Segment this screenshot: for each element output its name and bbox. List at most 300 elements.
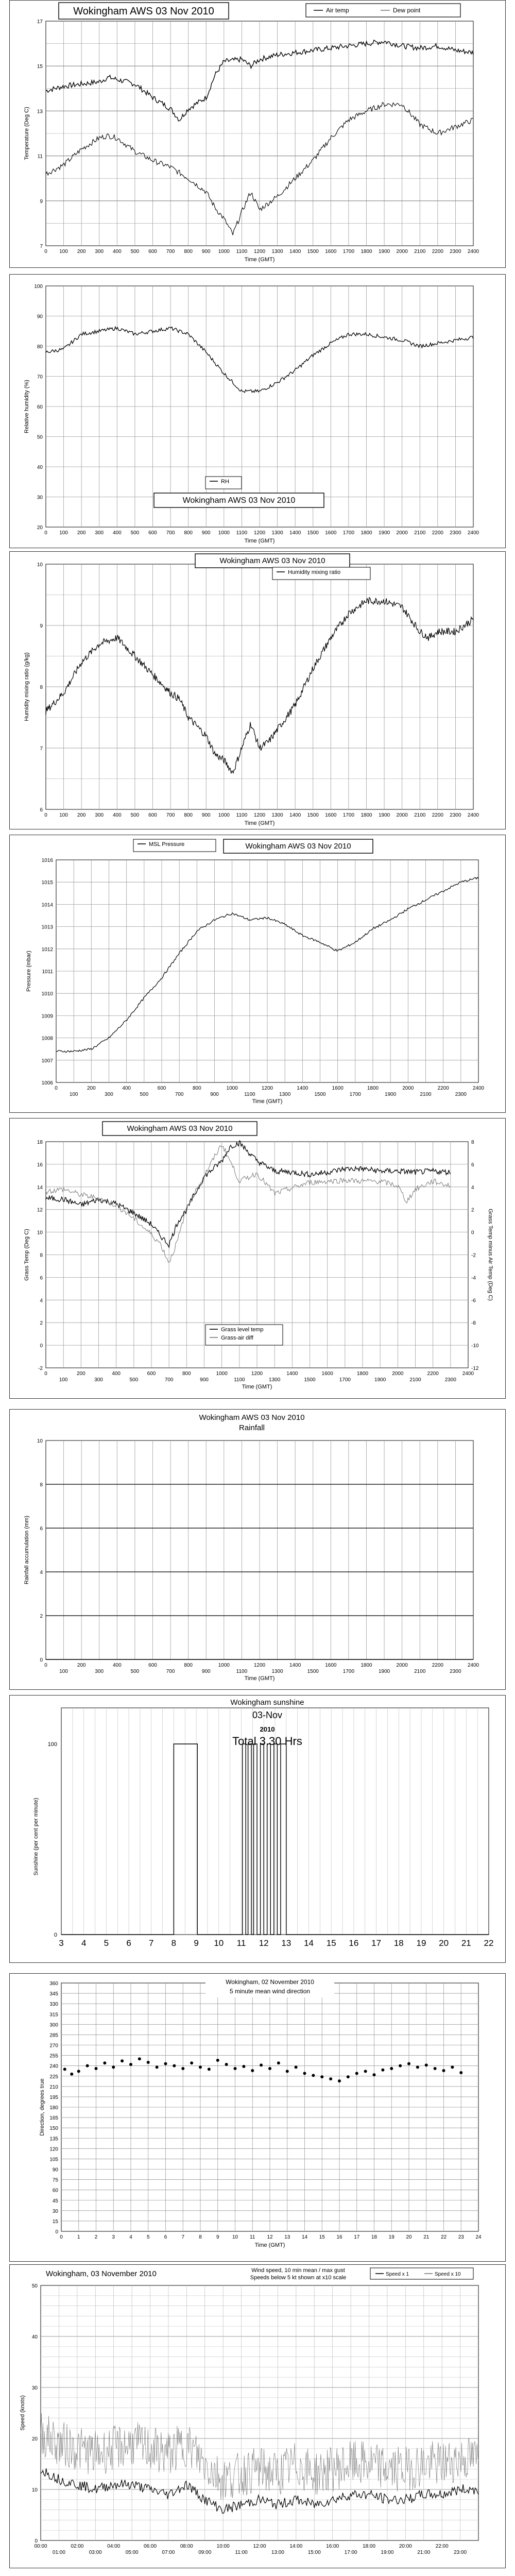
x-tick-label: 2300 — [455, 1092, 467, 1097]
sunshine-chart — [10, 1696, 506, 1963]
y-tick-label: 80 — [37, 344, 43, 350]
x-tick-label: 200 — [76, 1371, 85, 1377]
x-tick-label: 1200 — [261, 1086, 273, 1091]
y-tick-label: 11 — [37, 154, 43, 160]
x-tick-label: 1600 — [321, 1371, 333, 1377]
x-tick-label: 2200 — [432, 812, 443, 818]
x-tick-label: 1600 — [325, 1663, 337, 1668]
y2-tick-label: -4 — [471, 1275, 476, 1281]
wind-direction-point — [434, 2067, 437, 2070]
x-tick-label: 2300 — [450, 530, 461, 536]
wind-direction-point — [303, 2072, 306, 2075]
x-tick-label: 1900 — [378, 249, 390, 255]
x-tick-label: 200 — [77, 1663, 86, 1668]
x-tick-label: 2300 — [450, 1669, 461, 1674]
x-tick-label: 12:00 — [253, 2544, 266, 2549]
wind-direction-point — [208, 2067, 211, 2071]
x-tick-label: 700 — [166, 1669, 175, 1674]
x-tick-label: 200 — [77, 530, 86, 536]
wind-direction-point — [347, 2075, 350, 2078]
y-tick-label: 9 — [40, 623, 43, 629]
y-tick-label: 15 — [37, 64, 43, 70]
x-tick-label: 1500 — [304, 1377, 316, 1383]
x-tick-label: 2400 — [467, 249, 479, 255]
y-tick-label: 0 — [40, 1343, 43, 1349]
y-tick-label: 16 — [37, 1162, 43, 1168]
wind-direction-point — [355, 2072, 358, 2075]
x-tick-label: 500 — [130, 530, 140, 536]
x-tick-label: 19 — [416, 1938, 426, 1948]
y-tick-label: 18 — [37, 1140, 43, 1145]
x-tick-label: 1400 — [289, 530, 301, 536]
x-tick-label: 1700 — [349, 1092, 361, 1097]
x-tick-label: 2000 — [396, 530, 408, 536]
humidity-chart — [10, 275, 506, 549]
chart-title: Wokingham AWS 03 Nov 2010 — [127, 1124, 233, 1133]
y-tick-label: 30 — [31, 2385, 38, 2391]
x-tick-label: 17 — [371, 1938, 382, 1948]
x-tick-label: 08:00 — [180, 2544, 193, 2549]
x-tick-label: 9 — [194, 1938, 199, 1948]
x-tick-label: 5 — [104, 1938, 109, 1948]
x-tick-label: 17:00 — [344, 2550, 357, 2555]
x-tick-label: 15 — [319, 2234, 325, 2240]
wind-speed-chart-panel — [9, 2264, 506, 2568]
y-tick-label: 1013 — [41, 924, 53, 930]
x-tick-label: 2000 — [392, 1371, 404, 1377]
wind-direction-point — [459, 2071, 462, 2074]
y2-axis-label: Grass Temp minus Air Temp (Deg C) — [487, 1209, 493, 1301]
x-tick-label: 1500 — [307, 530, 319, 536]
wind-direction-chart — [10, 1974, 506, 2262]
x-tick-label: 100 — [59, 530, 68, 536]
wind-direction-point — [268, 2067, 271, 2070]
x-tick-label: 1500 — [307, 1669, 319, 1674]
chart-title: Wokingham AWS 03 Nov 2010 — [219, 556, 325, 565]
wind-direction-point — [381, 2069, 384, 2072]
x-tick-label: 1100 — [236, 249, 248, 255]
x-tick-label: 1 — [77, 2234, 80, 2240]
y-tick-label: 10 — [37, 562, 43, 568]
x-tick-label: 300 — [95, 1669, 104, 1674]
y-tick-label: 0 — [54, 1932, 57, 1938]
x-tick-label: 12 — [259, 1938, 269, 1948]
x-tick-label: 1000 — [218, 530, 230, 536]
x-tick-label: 13:00 — [271, 2550, 284, 2555]
x-tick-label: 13 — [284, 2234, 290, 2240]
x-tick-label: 900 — [201, 249, 211, 255]
y-tick-label: 10 — [37, 1438, 43, 1444]
y-tick-label: 100 — [47, 1741, 57, 1748]
wind-direction-point — [121, 2059, 124, 2062]
x-tick-label: 8 — [199, 2234, 202, 2240]
chart-subtitle: 03-Nov — [252, 1710, 283, 1720]
y-tick-label: 285 — [49, 2032, 58, 2039]
x-axis-label: Time (GMT) — [244, 538, 275, 544]
y-tick-label: 270 — [49, 2043, 58, 2049]
y-tick-label: 14 — [37, 1184, 43, 1191]
x-tick-label: 2100 — [409, 1377, 421, 1383]
x-tick-label: 13 — [281, 1938, 291, 1948]
x-tick-label: 1400 — [286, 1371, 298, 1377]
x-tick-label: 20:00 — [399, 2544, 412, 2549]
x-tick-label: 6 — [164, 2234, 167, 2240]
y-tick-label: 30 — [37, 495, 43, 501]
y-tick-label: 300 — [49, 2022, 58, 2028]
wind-direction-point — [329, 2077, 332, 2080]
y-tick-label: 1007 — [41, 1058, 53, 1064]
y-tick-label: 60 — [52, 2188, 58, 2194]
y-tick-label: 45 — [52, 2198, 58, 2204]
x-tick-label: 16:00 — [326, 2544, 339, 2549]
y-tick-label: 15 — [52, 2218, 58, 2225]
x-tick-label: 100 — [59, 812, 68, 818]
x-tick-label: 800 — [184, 530, 193, 536]
x-tick-label: 1100 — [244, 1092, 255, 1097]
y-tick-label: 13 — [37, 109, 43, 115]
wind-direction-point — [312, 2074, 315, 2077]
y-tick-label: 9 — [40, 198, 43, 205]
x-tick-label: 05:00 — [125, 2550, 139, 2555]
y-tick-label: 20 — [37, 525, 43, 531]
y-tick-label: 17 — [37, 19, 43, 25]
x-tick-label: 1200 — [253, 249, 266, 255]
x-tick-label: 23 — [458, 2234, 464, 2240]
wind-direction-point — [147, 2061, 150, 2064]
x-tick-label: 1700 — [342, 1669, 355, 1674]
x-tick-label: 17 — [354, 2234, 360, 2240]
wind-direction-point — [234, 2067, 237, 2070]
x-tick-label: 700 — [166, 530, 175, 536]
y-tick-label: 70 — [37, 374, 43, 380]
y-tick-label: 1012 — [41, 946, 53, 953]
x-tick-label: 1300 — [271, 812, 283, 818]
y-tick-label: 50 — [37, 434, 43, 440]
grass-temp-chart-panel — [9, 1118, 506, 1399]
x-tick-label: 2000 — [396, 1663, 408, 1668]
x-tick-label: 23:00 — [454, 2550, 467, 2555]
x-tick-label: 2100 — [420, 1092, 432, 1097]
x-tick-label: 1700 — [342, 249, 355, 255]
x-tick-label: 300 — [95, 249, 104, 255]
x-tick-label: 01:00 — [52, 2550, 65, 2555]
x-tick-label: 0 — [44, 1371, 47, 1377]
x-tick-label: 21 — [423, 2234, 430, 2240]
x-tick-label: 00:00 — [34, 2544, 47, 2549]
x-tick-label: 18:00 — [362, 2544, 376, 2549]
wind-direction-point — [70, 2073, 73, 2076]
y-tick-label: 1015 — [41, 880, 53, 886]
x-tick-label: 1400 — [297, 1086, 308, 1091]
chart-subtitle: Rainfall — [238, 1423, 265, 1432]
x-tick-label: 9 — [216, 2234, 219, 2240]
wind-direction-point — [216, 2059, 219, 2062]
wind-direction-point — [225, 2063, 228, 2066]
x-tick-label: 3 — [112, 2234, 115, 2240]
x-tick-label: 03:00 — [89, 2550, 102, 2555]
x-tick-label: 10 — [232, 2234, 238, 2240]
y-tick-label: 8 — [40, 685, 43, 690]
x-tick-label: 1300 — [271, 530, 283, 536]
y-tick-label: 30 — [52, 2208, 58, 2214]
y-tick-label: 165 — [49, 2115, 58, 2122]
wind-direction-point — [277, 2061, 280, 2064]
y-tick-label: 345 — [49, 1991, 58, 1997]
x-tick-label: 1500 — [314, 1092, 326, 1097]
x-tick-label: 14:00 — [289, 2544, 303, 2549]
chart-title: Wokingham AWS 03 Nov 2010 — [199, 1413, 305, 1422]
wind-direction-point — [86, 2064, 89, 2067]
y-tick-label: 40 — [37, 465, 43, 470]
x-tick-label: 09:00 — [198, 2550, 212, 2555]
y-tick-label: 6 — [40, 1275, 43, 1281]
wind-direction-point — [129, 2063, 132, 2066]
wind-direction-point — [199, 2065, 202, 2069]
x-tick-label: 2400 — [467, 1663, 479, 1668]
wind-direction-point — [190, 2061, 193, 2064]
y2-tick-label: 2 — [471, 1207, 474, 1213]
mixing-ratio-chart-panel — [9, 551, 506, 829]
x-tick-label: 0 — [44, 812, 47, 818]
x-tick-label: 22 — [440, 2234, 447, 2240]
y-tick-label: 1016 — [41, 858, 53, 863]
y-tick-label: 100 — [34, 284, 43, 290]
y-tick-label: 90 — [37, 314, 43, 320]
chart-title: Wokingham sunshine — [230, 1698, 304, 1707]
x-tick-label: 19 — [388, 2234, 394, 2240]
x-tick-label: 06:00 — [143, 2544, 157, 2549]
y-tick-label: 40 — [31, 2334, 38, 2340]
x-tick-label: 1300 — [271, 249, 283, 255]
y-tick-label: 225 — [49, 2074, 58, 2080]
x-tick-label: 2300 — [444, 1377, 456, 1383]
y2-tick-label: 8 — [471, 1140, 474, 1145]
wind-direction-point — [260, 2063, 263, 2066]
chart-note: Speeds below 5 kt shown at x10 scale — [250, 2275, 347, 2281]
legend-label: Dew point — [393, 7, 421, 14]
wind-direction-point — [295, 2065, 298, 2069]
x-tick-label: 400 — [112, 249, 122, 255]
wind-direction-point — [416, 2065, 419, 2069]
y-tick-label: 10 — [31, 2487, 38, 2493]
pressure-chart-panel — [9, 835, 506, 1113]
x-tick-label: 20 — [439, 1938, 449, 1948]
y-tick-label: 360 — [49, 1981, 58, 1987]
x-tick-label: 400 — [112, 812, 122, 818]
rainfall-chart — [10, 1410, 506, 1690]
x-tick-label: 0 — [44, 530, 47, 536]
y2-tick-label: -10 — [471, 1343, 479, 1349]
x-tick-label: 16 — [349, 1938, 359, 1948]
x-tick-label: 1000 — [216, 1371, 228, 1377]
x-tick-label: 1600 — [325, 249, 337, 255]
x-tick-label: 11:00 — [235, 2550, 248, 2555]
x-tick-label: 07:00 — [162, 2550, 175, 2555]
y-axis-label: Rainfall accumulation (mm) — [24, 1515, 30, 1585]
wind-direction-point — [320, 2075, 323, 2078]
x-tick-label: 2200 — [437, 1086, 449, 1091]
temperature-chart — [10, 1, 506, 268]
legend-label: MSL Pressure — [149, 841, 185, 848]
x-tick-label: 11 — [250, 2234, 255, 2240]
y-tick-label: 75 — [52, 2177, 58, 2183]
x-tick-label: 2000 — [396, 812, 408, 818]
x-tick-label: 100 — [59, 249, 68, 255]
x-tick-label: 900 — [201, 812, 211, 818]
y-tick-label: 90 — [52, 2167, 58, 2173]
x-tick-label: 500 — [130, 249, 140, 255]
x-tick-label: 2200 — [432, 530, 443, 536]
x-tick-label: 100 — [59, 1377, 68, 1383]
wind-direction-point — [373, 2073, 376, 2076]
y2-tick-label: 6 — [471, 1162, 474, 1168]
x-tick-label: 24 — [475, 2234, 482, 2240]
x-tick-label: 10 — [214, 1938, 224, 1948]
x-tick-label: 600 — [148, 249, 157, 255]
x-tick-label: 1400 — [289, 812, 301, 818]
wind-direction-point — [181, 2067, 184, 2070]
y-tick-label: 255 — [49, 2053, 58, 2059]
x-tick-label: 700 — [166, 249, 175, 255]
y-tick-label: 1014 — [41, 902, 53, 908]
y-tick-label: 20 — [31, 2436, 38, 2442]
y-axis-label: Direction, degrees true — [39, 2078, 45, 2136]
legend-label: Humidity mixing ratio — [288, 569, 341, 575]
x-tick-label: 400 — [112, 1663, 122, 1668]
x-tick-label: 4 — [81, 1938, 87, 1948]
x-tick-label: 2100 — [414, 530, 426, 536]
x-tick-label: 1200 — [253, 1663, 266, 1668]
y-tick-label: 7 — [40, 746, 43, 752]
x-tick-label: 18 — [393, 1938, 404, 1948]
x-tick-label: 10:00 — [216, 2544, 230, 2549]
x-tick-label: 1000 — [218, 1663, 230, 1668]
x-tick-label: 600 — [148, 812, 157, 818]
wind-direction-point — [173, 2064, 176, 2067]
x-tick-label: 02:00 — [71, 2544, 84, 2549]
y-axis-label: Temperature (Deg C) — [24, 107, 30, 160]
x-tick-label: 900 — [210, 1092, 219, 1097]
x-tick-label: 1200 — [253, 530, 266, 536]
y-tick-label: 0 — [40, 1657, 43, 1663]
x-tick-label: 200 — [87, 1086, 96, 1091]
x-tick-label: 18 — [371, 2234, 377, 2240]
x-tick-label: 0 — [55, 1086, 58, 1091]
x-tick-label: 8 — [171, 1938, 177, 1948]
wind-direction-point — [95, 2067, 98, 2070]
x-tick-label: 1800 — [360, 249, 372, 255]
x-tick-label: 300 — [94, 1377, 103, 1383]
x-tick-label: 1600 — [325, 530, 337, 536]
wind-direction-point — [390, 2067, 393, 2070]
x-tick-label: 15 — [326, 1938, 336, 1948]
legend-label: Air temp — [326, 7, 349, 14]
legend-label: RH — [221, 479, 229, 485]
x-tick-label: 21 — [461, 1938, 471, 1948]
x-tick-label: 200 — [77, 812, 86, 818]
wind-direction-point — [251, 2069, 254, 2072]
x-tick-label: 400 — [112, 1371, 121, 1377]
y-tick-label: 1008 — [41, 1036, 53, 1042]
x-tick-label: 1000 — [218, 249, 230, 255]
x-tick-label: 1100 — [236, 812, 248, 818]
x-tick-label: 2400 — [462, 1371, 474, 1377]
y-tick-label: 120 — [49, 2146, 58, 2153]
x-tick-label: 1200 — [253, 812, 266, 818]
y-tick-label: 180 — [49, 2105, 58, 2111]
wind-direction-point — [425, 2063, 428, 2066]
x-tick-label: 1900 — [378, 812, 390, 818]
x-tick-label: 0 — [44, 1663, 47, 1668]
x-tick-label: 1400 — [289, 249, 301, 255]
x-tick-label: 1800 — [356, 1371, 369, 1377]
x-tick-label: 20 — [406, 2234, 412, 2240]
y-tick-label: 315 — [49, 2012, 58, 2018]
y-tick-label: 1011 — [42, 969, 53, 975]
x-tick-label: 1100 — [236, 1669, 248, 1674]
y-tick-label: 150 — [49, 2126, 58, 2132]
x-tick-label: 1900 — [385, 1092, 397, 1097]
x-tick-label: 15:00 — [307, 2550, 321, 2555]
wind-direction-point — [103, 2061, 106, 2064]
y-tick-label: 6 — [40, 1526, 43, 1532]
x-tick-label: 600 — [148, 1663, 157, 1668]
legend-label: Speed x 1 — [386, 2272, 409, 2277]
y2-tick-label: 0 — [471, 1230, 474, 1236]
humidity-chart-panel — [9, 274, 506, 548]
x-tick-label: 2000 — [396, 249, 408, 255]
wind-direction-point — [451, 2065, 454, 2069]
x-tick-label: 4 — [129, 2234, 132, 2240]
y2-tick-label: -2 — [471, 1252, 476, 1259]
wind-direction-point — [442, 2069, 445, 2072]
y2-tick-label: -8 — [471, 1320, 476, 1327]
x-tick-label: 1900 — [378, 1669, 390, 1674]
x-tick-label: 1700 — [342, 812, 355, 818]
x-tick-label: 2400 — [472, 1086, 485, 1091]
y-axis-label: Humidity mixing ratio (g/kg) — [24, 652, 30, 721]
y-axis-label: Sunshine (per cent per minute) — [33, 1798, 39, 1876]
x-tick-label: 3 — [59, 1938, 64, 1948]
x-tick-label: 14 — [301, 2234, 308, 2240]
y-tick-label: 330 — [49, 2002, 58, 2008]
mixing-ratio-chart — [10, 552, 506, 830]
sunshine-chart-panel — [9, 1695, 506, 1963]
x-tick-label: 6 — [126, 1938, 131, 1948]
x-tick-label: 2200 — [432, 1663, 443, 1668]
x-tick-label: 300 — [95, 812, 104, 818]
x-axis-label: Time (GMT) — [242, 1384, 272, 1390]
y-axis-label: Grass Temp (Deg C) — [24, 1229, 30, 1281]
x-tick-label: 1800 — [367, 1086, 379, 1091]
x-tick-label: 16 — [336, 2234, 342, 2240]
wind-speed-chart — [10, 2265, 506, 2569]
wind-direction-point — [156, 2065, 159, 2069]
y-tick-label: 7 — [40, 244, 43, 249]
temperature-chart-panel — [9, 0, 506, 268]
x-tick-label: 900 — [201, 1669, 211, 1674]
x-tick-label: 2100 — [414, 1669, 426, 1674]
x-tick-label: 600 — [157, 1086, 166, 1091]
x-tick-label: 0 — [60, 2234, 63, 2240]
wind-direction-point — [364, 2070, 367, 2073]
x-tick-label: 800 — [184, 249, 193, 255]
y-tick-label: 8 — [40, 1252, 43, 1259]
x-tick-label: 600 — [147, 1371, 156, 1377]
x-tick-label: 700 — [164, 1377, 174, 1383]
x-tick-label: 19:00 — [381, 2550, 394, 2555]
x-tick-label: 1800 — [360, 530, 372, 536]
